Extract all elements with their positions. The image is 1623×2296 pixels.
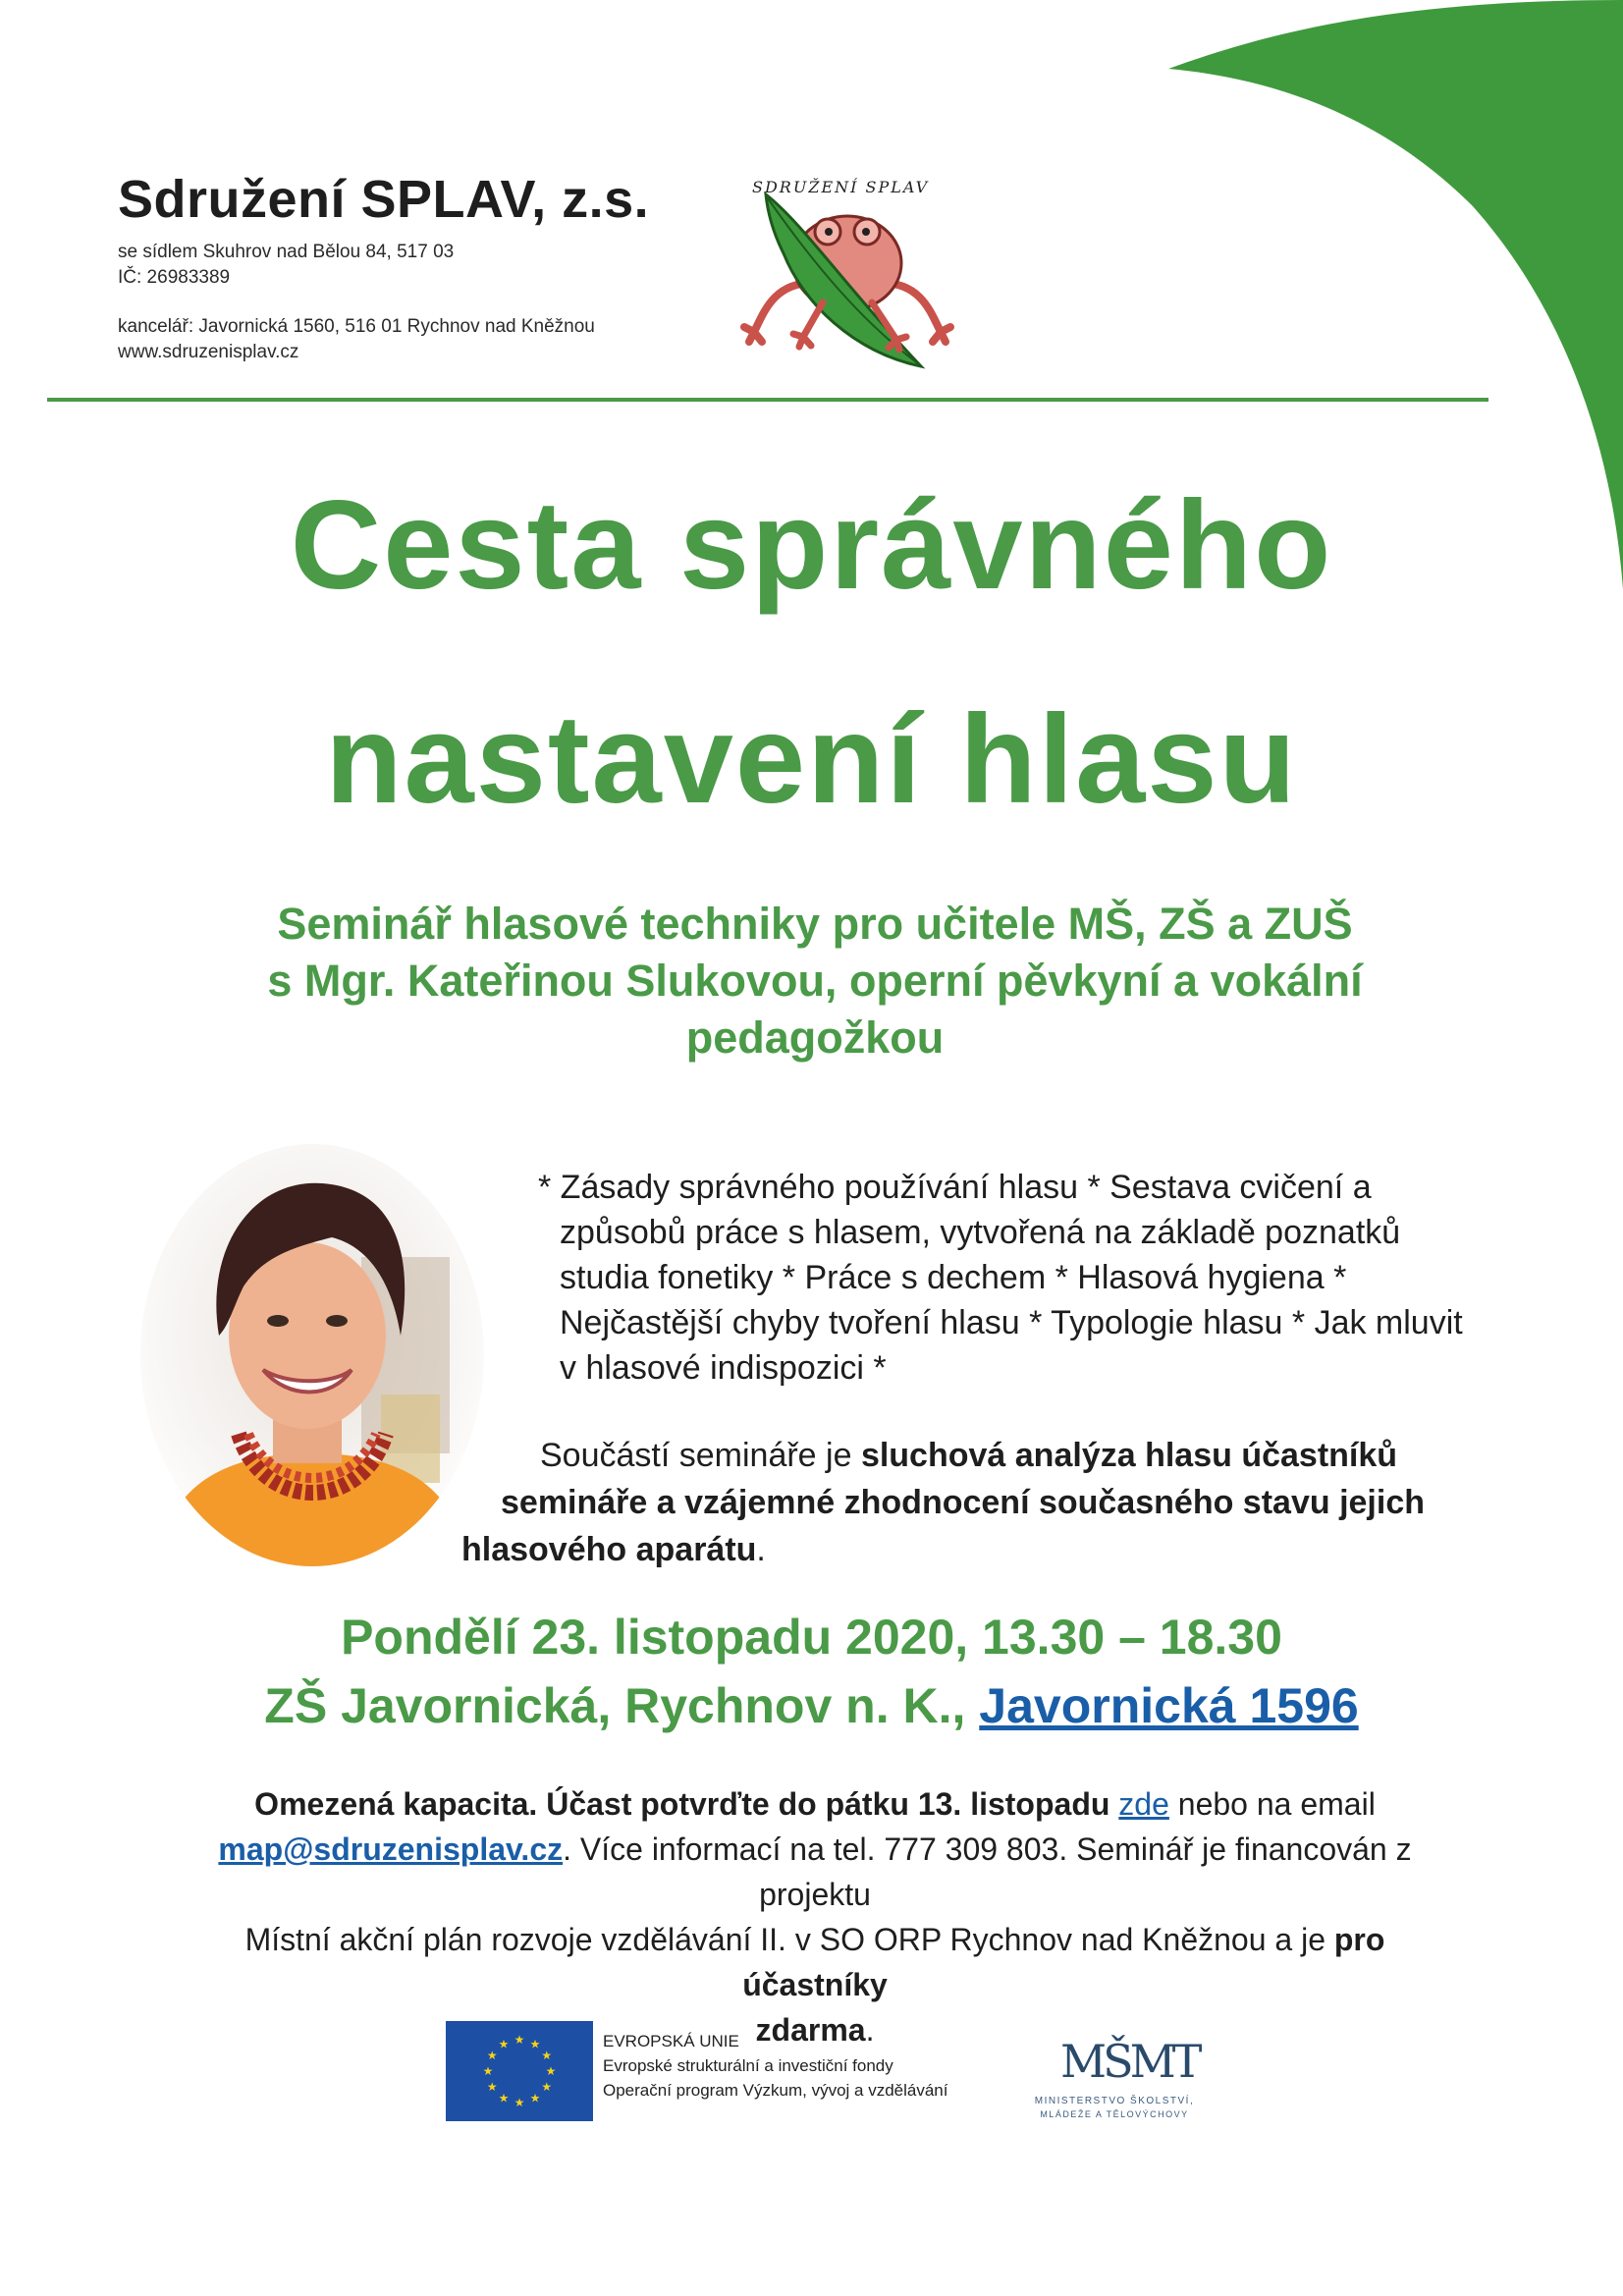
lecturer-portrait (135, 1139, 489, 1571)
registration-info (177, 1781, 1453, 2052)
eu-star-icon: ★ (541, 2080, 553, 2094)
info-text1: nebo na email (1168, 1786, 1376, 1822)
eu-star-icon: ★ (514, 2096, 525, 2109)
eu-star-icon: ★ (498, 2037, 510, 2051)
event-date: Pondělí 23. listopadu 2020, 13.30 – 18.30 (341, 1610, 1282, 1665)
event-place-prefix: ZŠ Javornická, Rychnov n. K., (264, 1678, 980, 1733)
topics-line5: v hlasové indispozici * (560, 1349, 887, 1387)
analysis-bold2: semináře a vzájemné zhodnocení současného stavu jejich (501, 1484, 1425, 1521)
eu-line3: Operační program Výzkum, vývoj a vzdělávání (603, 2081, 948, 2100)
eu-star-icon: ★ (529, 2037, 541, 2051)
msmt-logo (1021, 2023, 1208, 2131)
info-end: . (865, 2012, 875, 2048)
eu-star-icon: ★ (529, 2091, 541, 2105)
msmt-mark: MŠMT (1060, 2035, 1199, 2088)
info-bold-start: Omezená kapacita. Účast potvrďte do pátku 13. listopadu (254, 1786, 1119, 1822)
info-bold-end: pro účastníky (742, 1922, 1385, 2002)
eu-star-icon: ★ (514, 2033, 525, 2047)
analysis-bold3: hlasového aparátu (461, 1531, 757, 1568)
organization-website: www.sdruzenisplav.cz (118, 342, 299, 362)
eu-line1: EVROPSKÁ UNIE (603, 2032, 739, 2050)
eu-line2: Evropské strukturální a investiční fondy (603, 2056, 893, 2075)
eu-star-icon: ★ (498, 2091, 510, 2105)
topics-line2: způsobů práce s hlasem, vytvořená na základě poznatků (560, 1214, 1401, 1251)
msmt-line2: MLÁDEŽE A TĚLOVÝCHOVY (1040, 2109, 1189, 2119)
subtitle-line2: s Mgr. Kateřinou Slukovou, operní pěvkyní a vokální (267, 956, 1363, 1006)
topics-paragraph (538, 1165, 1466, 1391)
analysis-end: . (756, 1531, 766, 1568)
organization-name: Sdružení SPLAV, z.s. (118, 170, 650, 229)
info-text3: Místní akční plán rozvoje vzdělávání II. v SO ORP Rychnov nad Kněžnou a je (244, 1922, 1334, 1957)
event-place (0, 1677, 1623, 1734)
poster-title-line1: Cesta správného (290, 475, 1333, 616)
analysis-paragraph (461, 1432, 1467, 1573)
splav-frog-logo (734, 165, 960, 381)
analysis-bold1: sluchová analýza hlasu účastníků (860, 1437, 1398, 1474)
msmt-line1: MINISTERSTVO ŠKOLSTVÍ, (1034, 2096, 1195, 2106)
eu-star-icon: ★ (486, 2080, 498, 2094)
poster-subtitle (137, 896, 1492, 1066)
header-divider (47, 398, 1488, 402)
registration-link[interactable]: zde (1118, 1786, 1169, 1822)
eu-flag-icon (446, 2021, 593, 2121)
eu-star-icon: ★ (486, 2049, 498, 2062)
organization-ic: IČ: 26983389 (118, 267, 231, 288)
logo-lettering: SDRUŽENÍ SPLAV (752, 178, 930, 196)
topics-line3: studia fonetiky * Práce s dechem * Hlasová hygiena * (560, 1259, 1347, 1296)
topics-line1: * Zásady správného používání hlasu * Sestava cvičení a (538, 1169, 1372, 1206)
email-link[interactable]: map@sdruzenisplav.cz (218, 1831, 564, 1867)
eu-funding-text (603, 2029, 947, 2103)
organization-office: kancelář: Javornická 1560, 516 01 Rychnov nad Kněžnou (118, 316, 595, 337)
subtitle-line1: Seminář hlasové techniky pro učitele MŠ, ZŠ a ZUŠ (277, 899, 1353, 949)
topics-line4: Nejčastější chyby tvoření hlasu * Typologie hlasu * Jak mluvit (560, 1304, 1463, 1341)
organization-seat: se sídlem Skuhrov nad Bělou 84, 517 03 (118, 242, 455, 262)
event-place-link[interactable]: Javornická 1596 (979, 1678, 1359, 1733)
eu-star-icon: ★ (541, 2049, 553, 2062)
info-bold-end2: zdarma (755, 2012, 866, 2048)
subtitle-line3: pedagožkou (685, 1012, 945, 1063)
poster-title-line2: nastavení hlasu (325, 689, 1298, 830)
eu-star-icon: ★ (545, 2064, 557, 2078)
analysis-intro: Součástí semináře je (540, 1437, 861, 1474)
info-text2: . Více informací na tel. 777 309 803. Seminář je financován z projektu (563, 1831, 1412, 1912)
eu-star-icon: ★ (482, 2064, 494, 2078)
